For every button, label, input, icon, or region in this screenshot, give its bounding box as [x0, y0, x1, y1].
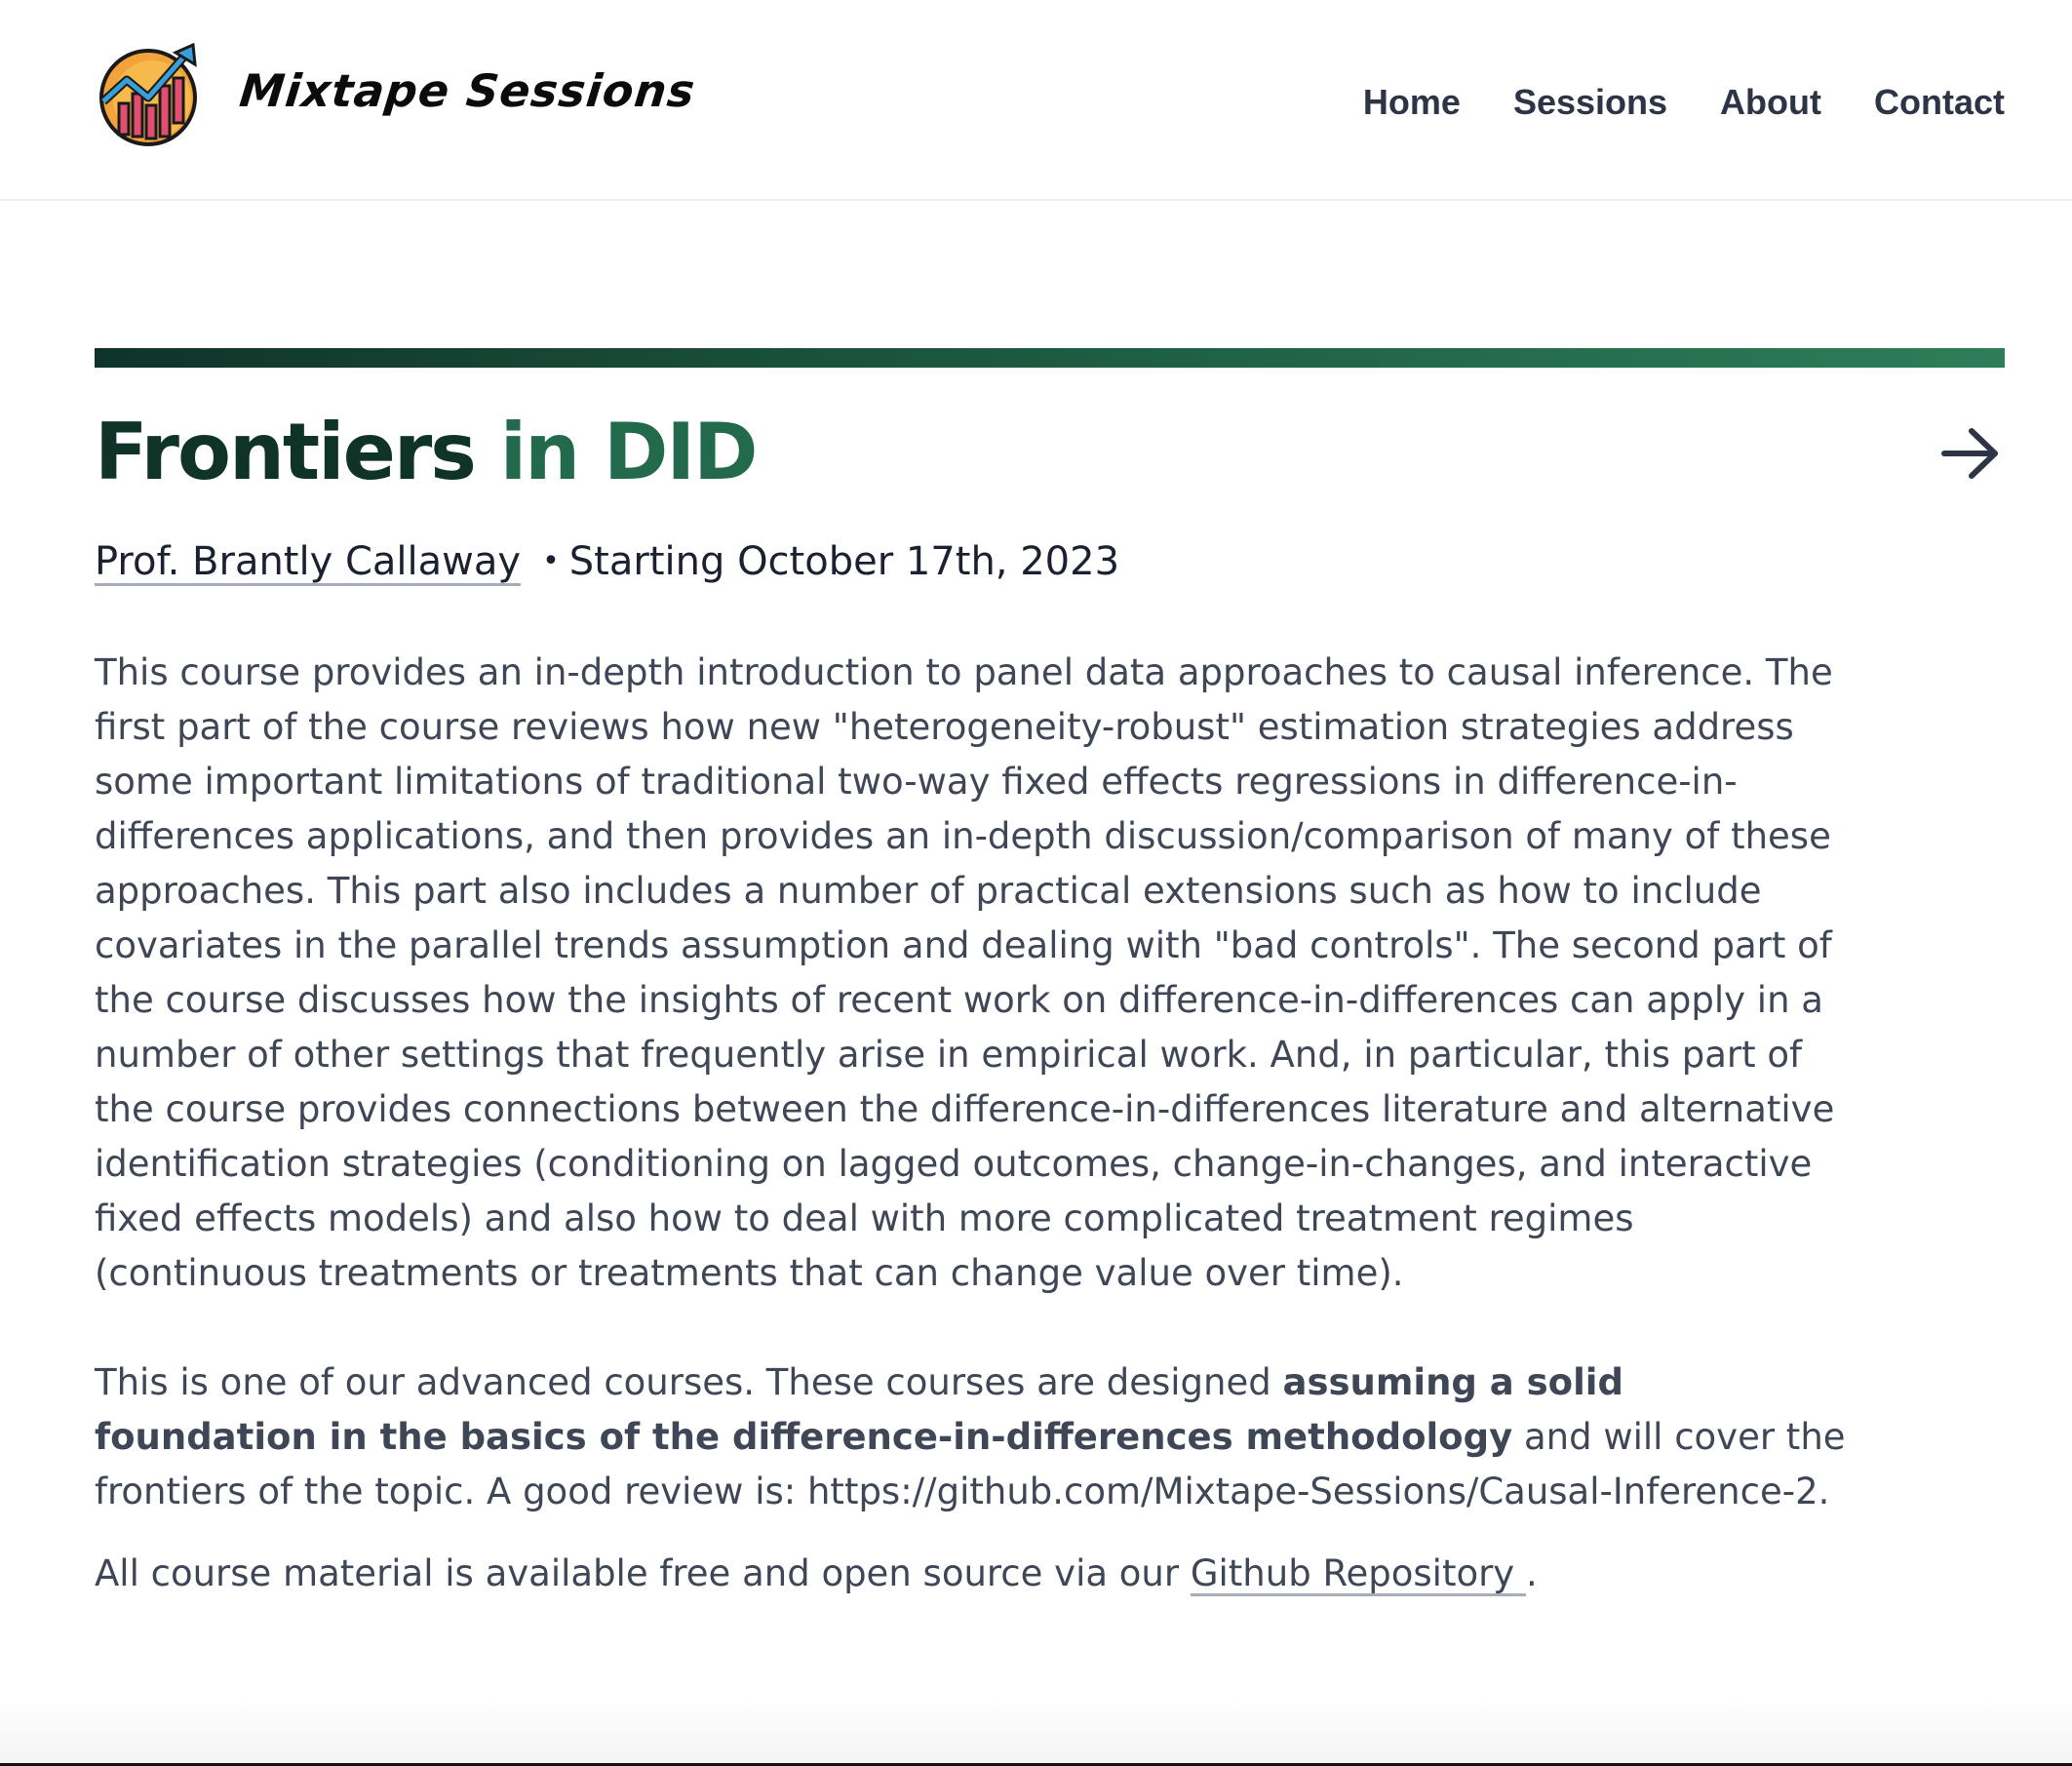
course-accent-bar	[95, 348, 2005, 368]
advanced-note-rest: and will cover the frontiers of the topic. A good review is: https://github.com/Mixtape-Sessions/Causal-Inference-2.	[95, 1416, 1846, 1512]
main-nav	[1363, 82, 2005, 123]
description-paragraph: This course provides an in-depth introduction to panel data approaches to causal inference. The first part of the course reviews how new "heterogeneity-robust" estimation strategies address some important limitations of traditional two-way fixed effects regressions in difference-in-differences applications, and then provides an in-depth discussion/comparison of many of these approaches. This part also includes a number of practical extensions such as how to include covariates in the parallel trends assumption and dealing with "bad controls". The second part of the course discusses how the insights of recent work on difference-in-differences can apply in a number of other settings that frequently arise in empirical work. And, in particular, this part of the course provides connections between the difference-in-differences literature and alternative identification strategies (conditioning on lagged outcomes, change-in-changes, and interactive fixed effects models) and also how to deal with more complicated treatment regimes (continuous treatments or treatments that can change value over time).	[95, 651, 1835, 1294]
arrow-right-icon[interactable]	[1940, 426, 2001, 481]
material-note-end: .	[1525, 1552, 1538, 1594]
nav-about[interactable]: About	[1720, 82, 1821, 122]
logo-icon[interactable]	[98, 43, 201, 146]
course-title-part1: Frontiers	[95, 407, 475, 497]
instructor-link[interactable]: Prof. Brantly Callaway	[95, 539, 522, 584]
advanced-note-emphasis: assuming a solid foundation in the basics of the difference-in-differences methodology	[95, 1361, 1623, 1458]
course-start-date: Starting October 17th, 2023	[568, 539, 1120, 584]
course-description	[95, 646, 1850, 1601]
meta-separator: •	[542, 544, 560, 578]
site-header	[0, 0, 2072, 201]
brand-name[interactable]: Mixtape Sessions	[237, 64, 698, 117]
github-repository-link[interactable]: Github Repository	[1190, 1552, 1526, 1594]
course-title	[95, 408, 757, 497]
nav-home[interactable]: Home	[1362, 82, 1461, 122]
course-title-part2: in DID	[499, 407, 757, 497]
material-note-intro: All course material is available free and open source via our	[95, 1552, 1191, 1594]
advanced-note	[95, 1355, 1850, 1519]
course-meta	[95, 539, 1119, 584]
viewport-bottom-edge	[0, 1697, 2072, 1766]
nav-sessions[interactable]: Sessions	[1512, 82, 1668, 122]
nav-contact[interactable]: Contact	[1874, 82, 2005, 122]
advanced-note-intro: This is one of our advanced courses. These courses are designed	[95, 1361, 1283, 1403]
material-note	[95, 1547, 1850, 1601]
